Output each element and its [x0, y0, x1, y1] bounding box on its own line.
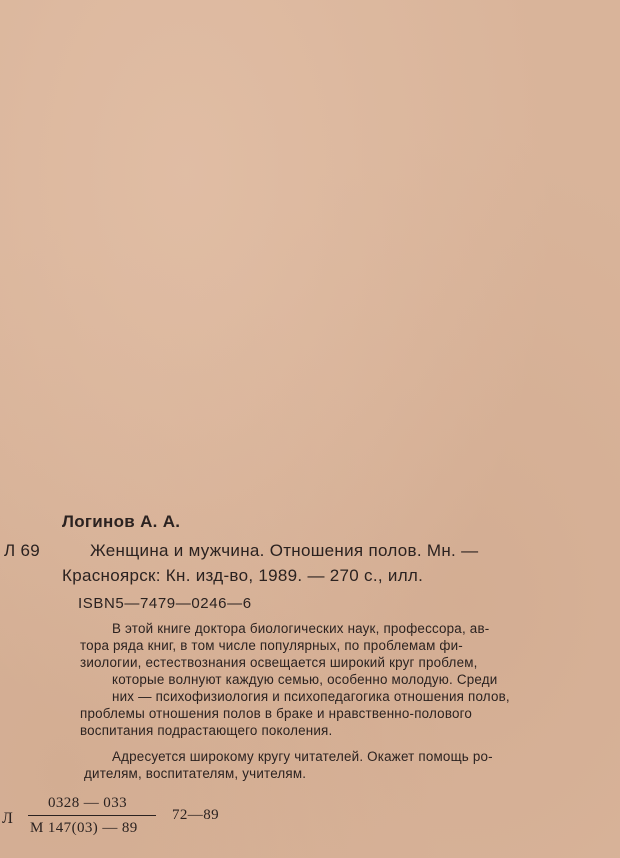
- library-code: Л 69: [4, 541, 40, 560]
- classification-suffix: 72—89: [172, 807, 219, 823]
- classification-letter: Л: [2, 810, 13, 827]
- audience-line: дителям, воспитателям, учителям.: [84, 766, 307, 781]
- audience-line: Адресуется широкому кругу читателей. Окажет помощь ро-: [112, 749, 493, 764]
- classification-denominator: М 147(03) — 89: [30, 820, 138, 836]
- classification-numerator: 0328 — 033: [48, 795, 127, 811]
- annotation-line: которые волнуют каждую семью, особенно молодую. Среди: [112, 672, 498, 687]
- annotation-line: В этой книге доктора биологических наук, профессора, ав-: [112, 621, 490, 636]
- fraction-bar: [28, 815, 156, 816]
- imprint-line: Красноярск: Кн. изд-во, 1989. — 270 с., илл.: [62, 566, 424, 585]
- annotation-line: воспитания подрастающего поколения.: [80, 723, 333, 738]
- annotation-line: тора ряда книг, в том числе популярных, по проблемам фи-: [80, 638, 463, 653]
- annotation-line: проблемы отношения полов в браке и нравственно-полового: [80, 706, 473, 721]
- author-name: Логинов А. А.: [62, 512, 181, 531]
- book-title-line: Женщина и мужчина. Отношения полов. Мн. —: [90, 541, 479, 560]
- isbn-number: ISBN5—7479—0246—6: [78, 595, 252, 612]
- annotation-paragraph: [80, 620, 594, 739]
- annotation-line: них — психофизиология и психопедагогика отношения полов,: [112, 689, 510, 704]
- annotation-line: зиологии, естествознания освещается широкий круг проблем,: [80, 655, 478, 670]
- audience-paragraph: [84, 748, 594, 782]
